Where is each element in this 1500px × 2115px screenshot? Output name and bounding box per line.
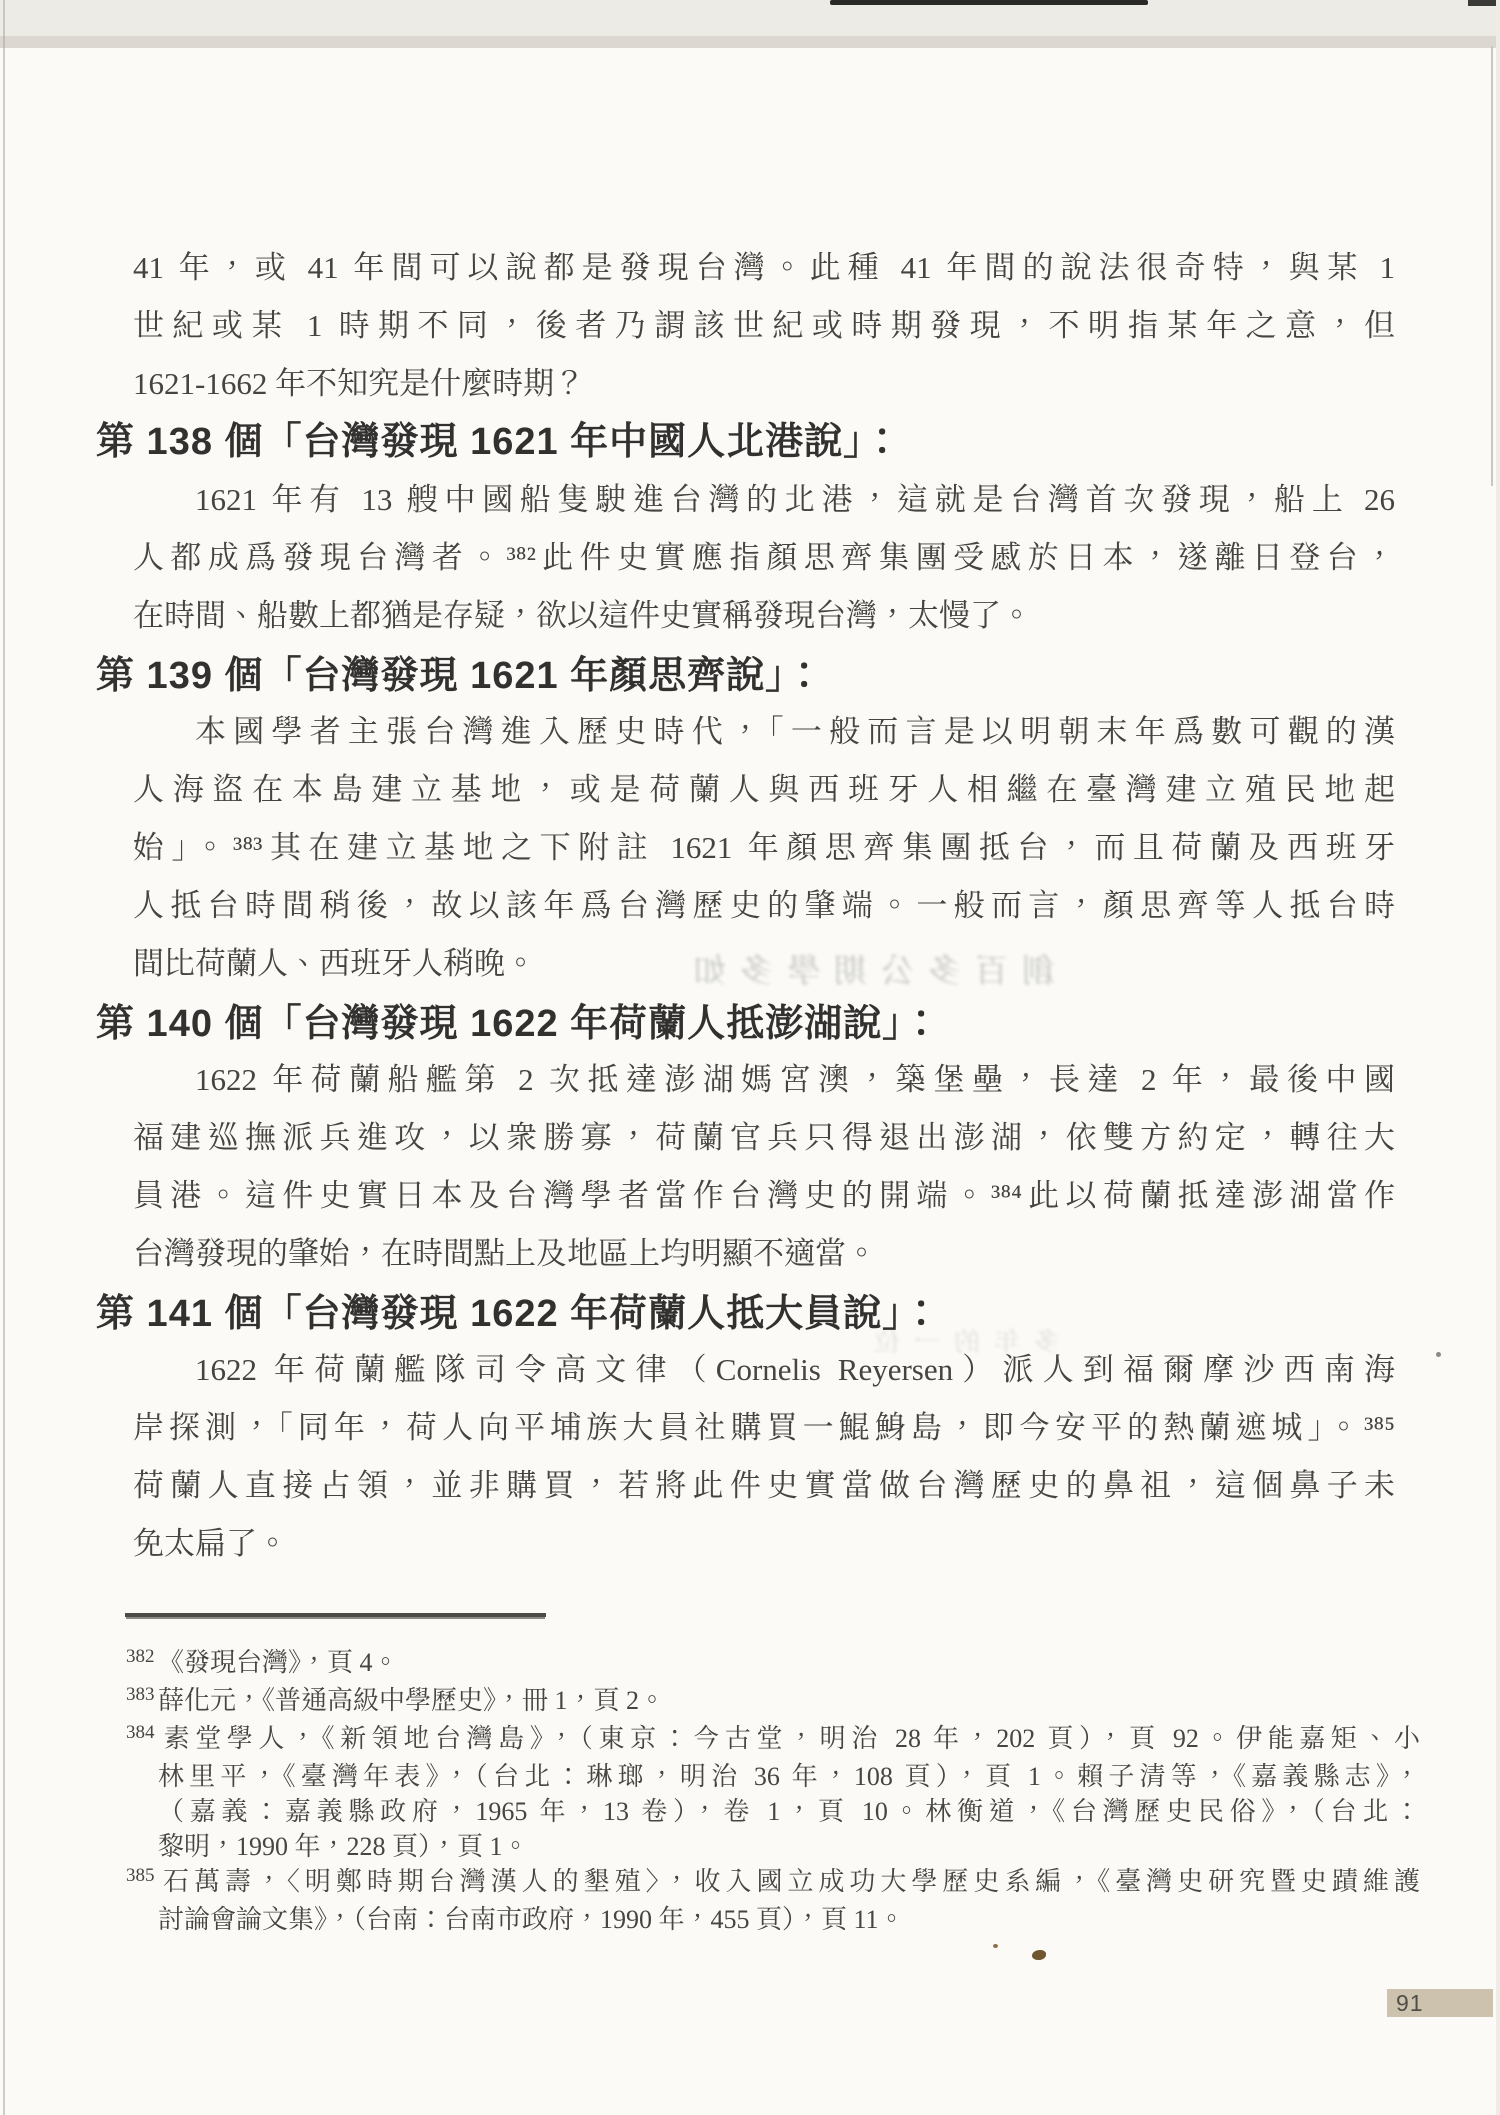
paragraph-intro <box>133 239 1395 413</box>
section-heading-140: 第 140 個「台灣發現 1622 年荷蘭人抵澎湖說」： <box>96 1003 942 1045</box>
text-line: 荷蘭人直接占領，並非購買，若將此件史實當做台灣歷史的鼻祖，這個鼻子未 <box>133 1468 1395 1503</box>
footnote-rule <box>125 1613 546 1617</box>
paragraph-138 <box>133 471 1395 645</box>
bleed-through-text: 創百多公期學多如 <box>679 954 1055 990</box>
page-number: 91 <box>1396 1989 1424 2016</box>
text-line: 人都成爲發現台灣者。³⁸²此件史實應指顏思齊集團受慼於日本，遂離日登台， <box>133 540 1395 575</box>
text-line: 1621-1662 年不知究是什麼時期？ <box>133 366 586 401</box>
text-line: 人抵台時間稍後，故以該年爲台灣歷史的肇端。一般而言，顏思齊等人抵台時 <box>133 888 1395 923</box>
footnote-line <box>126 1683 1420 1721</box>
scan-right-edge-strip <box>1496 0 1500 2115</box>
footnote-text: 素堂學人，《新領地台灣島》，（東京：今古堂，明治 28 年，202 頁），頁 92。伊能嘉矩、小 <box>158 1724 1420 1753</box>
footnote-line: 黎明，1990 年，228 頁），頁 1。 <box>158 1832 529 1861</box>
ink-speck <box>1032 1950 1046 1960</box>
text-line: 1622 年荷蘭艦隊司令高文律（Cornelis Reyersen）派人到福爾摩沙西南海 <box>195 1352 1395 1387</box>
bleed-through-text: 多年的一位 <box>859 1328 1060 1357</box>
footnote-382 <box>126 1645 1420 1683</box>
footnote-number: 384 <box>126 1722 155 1743</box>
text-line: 在時間、船數上都猶是存疑，欲以這件史實稱發現台灣，太慢了。 <box>133 598 1032 633</box>
text-line: 41 年，或 41 年間可以說都是發現台灣。此種 41 年間的說法很奇特，與某 1 <box>133 250 1395 285</box>
text-line: 始」。³⁸³其在建立基地之下附註 1621 年顏思齊集團抵台，而且荷蘭及西班牙 <box>133 830 1395 865</box>
footnote-text: 《發現台灣》，頁 4。 <box>158 1648 399 1677</box>
footnote-text: 薛化元，《普通高級中學歷史》，冊 1，頁 2。 <box>158 1686 666 1715</box>
scan-top-band-shadow <box>0 36 1500 48</box>
footnote-text: 石萬壽，〈明鄭時期台灣漢人的墾殖〉，收入國立成功大學歷史系編，《臺灣史研究暨史蹟維護 <box>158 1867 1420 1896</box>
text-line: 員港。這件史實日本及台灣學者當作台灣史的開端。³⁸⁴此以荷蘭抵達澎湖當作 <box>133 1178 1395 1213</box>
footnote-line: 討論會論文集》，（台南：台南市政府，1990 年，455 頁），頁 11。 <box>158 1905 905 1934</box>
text-line: 世紀或某 1 時期不同，後者乃謂該世紀或時期發現，不明指某年之意，但 <box>133 308 1395 343</box>
scan-top-band <box>0 0 1500 36</box>
paragraph-140 <box>133 1051 1395 1283</box>
text-line: 免太扁了。 <box>133 1526 288 1561</box>
page-number-box <box>1387 1989 1493 2017</box>
footnote-383 <box>126 1683 1420 1721</box>
text-line: 台灣發現的肇始，在時間點上及地區上均明顯不適當。 <box>133 1236 877 1271</box>
footnotes <box>126 1645 1420 1937</box>
text-line: 岸探測，「同年，荷人向平埔族大員社購買一鯤鯓島，即今安平的熱蘭遮城」。³⁸⁵ <box>133 1410 1395 1445</box>
ink-speck <box>993 1944 998 1948</box>
scan-right-edge-line <box>1491 46 1493 486</box>
text-line: 間比荷蘭人、西班牙人稍晚。 <box>133 946 536 981</box>
text-line: 本國學者主張台灣進入歷史時代，「一般而言是以明朝末年爲數可觀的漢 <box>195 714 1395 749</box>
footnote-385 <box>126 1864 1420 1937</box>
scan-top-dark-dash <box>830 0 1148 5</box>
footnote-line: （嘉義：嘉義縣政府，1965 年，13 卷），卷 1，頁 10。林衡道，《台灣歷史民俗》，（台北： <box>158 1797 1420 1826</box>
paragraph-141 <box>133 1341 1395 1573</box>
footnote-number: 383 <box>126 1684 155 1705</box>
footnote-line <box>126 1864 1420 1902</box>
footnote-line: 林里平，《臺灣年表》，（台北：琳瑯，明治 36 年，108 頁），頁 1。賴子清等，《嘉義縣志》， <box>158 1762 1420 1791</box>
text-line: 1622 年荷蘭船艦第 2 次抵達澎湖媽宮澳，築堡壘，長達 2 年，最後中國 <box>195 1062 1395 1097</box>
section-heading-138: 第 138 個「台灣發現 1621 年中國人北港說」： <box>96 421 903 463</box>
text-line: 人海盜在本島建立基地，或是荷蘭人與西班牙人相繼在臺灣建立殖民地起 <box>133 772 1395 807</box>
scan-left-edge-line <box>3 0 5 2115</box>
footnote-384 <box>126 1721 1420 1864</box>
footnote-number: 382 <box>126 1646 155 1667</box>
text-line: 福建巡撫派兵進攻，以衆勝寡，荷蘭官兵只得退出澎湖，依雙方約定，轉往大 <box>133 1120 1395 1155</box>
footnote-line <box>126 1721 1420 1759</box>
paragraph-139 <box>133 703 1395 993</box>
footnote-line <box>126 1645 1420 1683</box>
section-heading-141: 第 141 個「台灣發現 1622 年荷蘭人抵大員說」： <box>96 1293 942 1335</box>
text-line: 1621 年有 13 艘中國船隻駛進台灣的北港，這就是台灣首次發現，船上 26 <box>195 482 1395 517</box>
section-heading-139: 第 139 個「台灣發現 1621 年顏思齊說」： <box>96 655 825 697</box>
footnote-number: 385 <box>126 1865 155 1886</box>
margin-dot <box>1436 1352 1441 1357</box>
